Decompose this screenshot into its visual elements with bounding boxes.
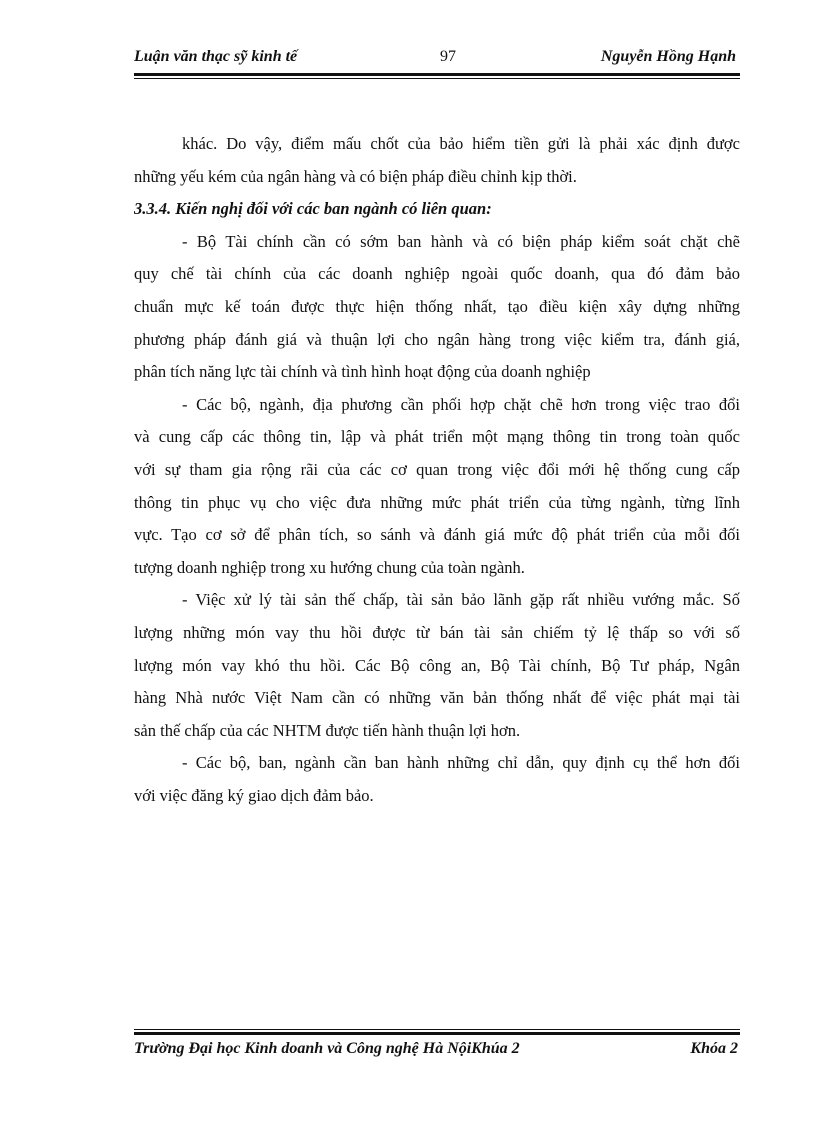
- header-rule-thick: [134, 73, 740, 76]
- body-line: thông tin phục vụ cho việc đưa những mức phát triển của từng ngành, từng lĩnh: [134, 492, 740, 512]
- body-line: phân tích năng lực tài chính và tình hình hoạt động của doanh nghiệp: [134, 362, 591, 382]
- page-header: [134, 48, 738, 70]
- page-footer: [134, 1040, 740, 1062]
- body-line: khác. Do vậy, điểm mấu chốt của bảo hiểm tiền gửi là phải xác định được: [182, 134, 740, 153]
- body-line: sản thế chấp của các NHTM được tiến hành thuận lợi hơn.: [134, 720, 521, 740]
- section-heading: 3.3.4. Kiến nghị đối với các ban ngành có liên quan:: [134, 199, 492, 219]
- body-line: tượng doanh nghiệp trong xu hướng chung của toàn ngành.: [134, 557, 525, 577]
- body-line: - Việc xử lý tài sản thế chấp, tài sản bảo lãnh gặp rất nhiều vướng mắc. Số: [182, 590, 740, 610]
- document-body: [134, 128, 740, 812]
- header-page-number: 97: [440, 48, 456, 65]
- body-line: lượng những món vay thu hồi được từ bán tài sản chiếm tỷ lệ thấp so với số: [134, 622, 740, 642]
- body-line: và cung cấp các thông tin, lập và phát triển một mạng thông tin trong toàn quốc: [134, 427, 740, 447]
- footer-course-label: Khóa 2: [690, 1040, 738, 1057]
- body-line: những yếu kém của ngân hàng và có biện pháp điều chỉnh kịp thời.: [134, 166, 577, 186]
- body-line: - Bộ Tài chính cần có sớm ban hành và có biện pháp kiểm soát chặt chẽ: [182, 231, 740, 251]
- header-rule-thin: [134, 78, 740, 79]
- body-line: vực. Tạo cơ sở để phân tích, so sánh và đánh giá mức độ phát triển của mỗi đối: [134, 525, 740, 545]
- body-line: phương pháp đánh giá và thuận lợi cho ngân hàng trong việc kiểm tra, đánh giá,: [134, 329, 740, 349]
- body-line: lượng món vay khó thu hồi. Các Bộ công an, Bộ Tài chính, Bộ Tư pháp, Ngân: [134, 655, 740, 675]
- footer-rule-thick: [134, 1032, 740, 1035]
- body-line: hàng Nhà nước Việt Nam cần có những văn bản thống nhất để việc phát mại tài: [134, 688, 740, 708]
- header-author-name: Nguyễn Hồng Hạnh: [600, 48, 736, 65]
- body-line: với việc đăng ký giao dịch đảm bảo.: [134, 785, 374, 805]
- footer-university-name: Trường Đại học Kinh doanh và Công nghệ Hà NộiKhúa 2: [134, 1040, 520, 1057]
- body-line: chuẩn mực kế toán được thực hiện thống nhất, tạo điều kiện xây dựng những: [134, 296, 740, 316]
- body-line: - Các bộ, ngành, địa phương cần phối hợp chặt chẽ hơn trong việc trao đổi: [182, 394, 740, 414]
- header-thesis-title: Luận văn thạc sỹ kinh tế: [134, 48, 298, 65]
- body-line: quy chế tài chính của các doanh nghiệp ngoài quốc doanh, qua đó đảm bảo: [134, 264, 740, 284]
- body-line: - Các bộ, ban, ngành cần ban hành những chỉ dẫn, quy định cụ thể hơn đối: [182, 753, 740, 773]
- footer-rule-thin: [134, 1029, 740, 1030]
- body-line: với sự tham gia rộng rãi của các cơ quan trong việc đổi mới hệ thống cung cấp: [134, 459, 740, 479]
